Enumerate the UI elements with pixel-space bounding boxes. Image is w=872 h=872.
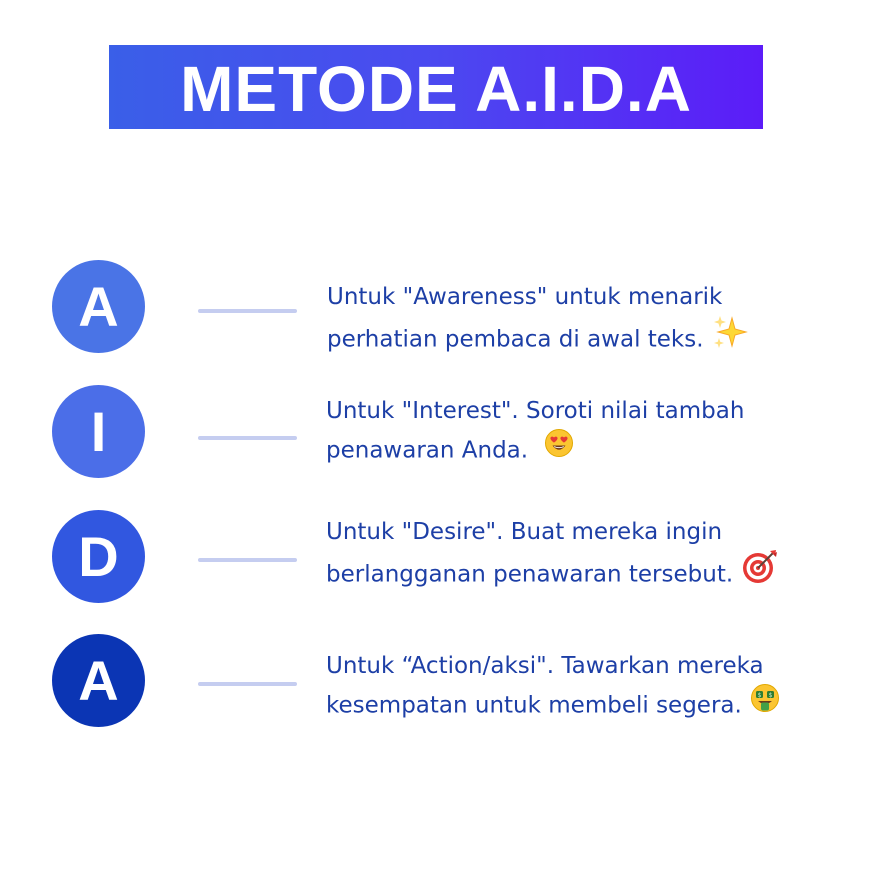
connector-line (198, 309, 297, 313)
connector-line (198, 558, 297, 562)
description-line-2: perhatian pembaca di awal teks. (327, 316, 797, 364)
item-description (326, 393, 796, 472)
letter-badge (52, 510, 145, 603)
description-line-1: Untuk “Action/aksi". Tawarkan mereka (326, 653, 764, 679)
target-icon (741, 549, 779, 597)
item-description (326, 514, 796, 599)
heart-eyes-icon (544, 428, 574, 470)
description-line-2: kesempatan untuk membeli segera. $ $ (326, 685, 796, 727)
letter-badge (52, 260, 145, 353)
aida-item-awareness (0, 260, 872, 360)
description-line-1: Untuk "Interest". Soroti nilai tambah (326, 398, 745, 424)
svg-text:$: $ (757, 692, 762, 699)
sparkles-icon (712, 314, 748, 362)
aida-item-desire (0, 510, 872, 610)
page-title: METODE A.I.D.A (180, 53, 692, 125)
title-banner (109, 45, 763, 129)
item-description (327, 279, 797, 364)
description-line-1: Untuk "Awareness" untuk menarik (327, 284, 723, 310)
svg-text:$: $ (768, 692, 773, 699)
item-description (326, 648, 796, 727)
description-line-2: berlangganan penawaran tersebut. (326, 551, 796, 599)
letter-badge (52, 634, 145, 727)
letter-badge (52, 385, 145, 478)
letter-label: A (78, 274, 119, 338)
connector-line (198, 436, 297, 440)
letter-label: I (90, 399, 107, 463)
description-line-1: Untuk "Desire". Buat mereka ingin (326, 519, 723, 545)
letter-label: A (78, 648, 119, 712)
money-mouth-icon (750, 683, 780, 725)
aida-item-interest (0, 385, 872, 485)
connector-line (198, 682, 297, 686)
aida-item-action (0, 634, 872, 734)
letter-label: D (78, 524, 119, 588)
description-line-2: penawaran Anda. (326, 430, 796, 472)
